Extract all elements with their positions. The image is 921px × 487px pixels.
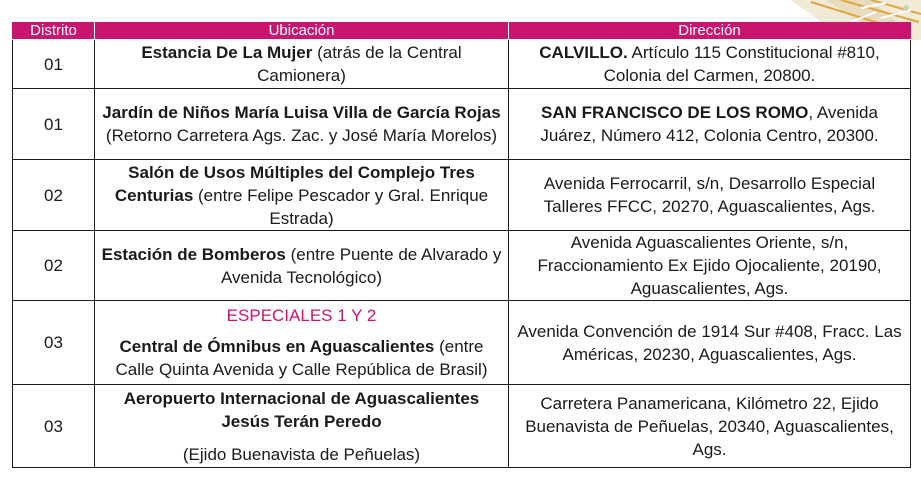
cell-direccion xyxy=(509,301,911,385)
cell-ubicacion xyxy=(95,160,509,231)
ubicacion-name: Central de Ómnibus en Aguascalientes xyxy=(119,337,435,356)
header-ubicacion: Ubicación xyxy=(95,22,509,40)
spacer xyxy=(101,433,502,443)
cell-distrito: 02 xyxy=(13,231,95,301)
header-direccion: Dirección xyxy=(509,22,911,40)
table-row xyxy=(13,385,911,468)
table-row xyxy=(13,89,911,160)
cell-distrito: 03 xyxy=(13,301,95,385)
cell-distrito: 01 xyxy=(13,89,95,160)
direccion-municipio: SAN FRANCISCO DE LOS ROMO xyxy=(541,103,809,122)
table-row xyxy=(13,231,911,301)
ubicacion-name: Estancia De La Mujer xyxy=(141,43,313,62)
ubicacion-detail: (Retorno Carretera Ags. Zac. y José María Morelos) xyxy=(105,126,498,145)
cell-ubicacion xyxy=(95,301,509,385)
cell-distrito: 02 xyxy=(13,160,95,231)
cell-distrito: 01 xyxy=(13,40,95,89)
cell-ubicacion xyxy=(95,40,509,89)
table-row xyxy=(13,160,911,231)
casillas-table xyxy=(12,22,911,468)
cell-distrito: 03 xyxy=(13,385,95,468)
especiales-label: ESPECIALES 1 Y 2 xyxy=(226,306,377,325)
direccion-detail: Avenida Ferrocarril, s/n, Desarrollo Especial Talleres FFCC, 20270, Aguascalientes, Ags. xyxy=(543,174,876,216)
cell-direccion xyxy=(509,89,911,160)
ubicacion-name: Estación de Bomberos xyxy=(101,244,286,264)
cell-ubicacion xyxy=(95,385,509,468)
ubicacion-detail: (atrás de la Central Camionera) xyxy=(257,43,462,85)
ubicacion-name: Aeropuerto Internacional de Aguascalientes Jesús Terán Peredo xyxy=(123,388,480,431)
direccion-detail: Carretera Panamericana, Kilómetro 22, Ejido Buenavista de Peñuelas, 20340, Aguascalientes, Ags. xyxy=(525,393,894,459)
table-row xyxy=(13,301,911,385)
header-distrito: Distrito xyxy=(13,22,95,40)
ubicacion-detail: (entre Puente de Alvarado y Avenida Tecnológico) xyxy=(221,244,502,287)
ubicacion-name: Jardín de Niños María Luisa Villa de García Rojas xyxy=(102,103,501,122)
cell-ubicacion xyxy=(95,89,509,160)
direccion-detail: , Avenida Juárez, Número 412, Colonia Centro, 20300. xyxy=(540,103,879,145)
cell-ubicacion xyxy=(95,231,509,301)
ubicacion-detail: (entre Felipe Pescador y Gral. Enrique Estrada) xyxy=(193,185,489,228)
table-row xyxy=(13,40,911,89)
ubicacion-detail: (Ejido Buenavista de Peñuelas) xyxy=(182,444,421,464)
direccion-detail: Artículo 115 Constitucional #810, Colonia del Carmen, 20800. xyxy=(603,43,880,85)
ubicacion-name: Salón de Usos Múltiples del Complejo Tres Centurias xyxy=(114,162,475,205)
direccion-detail: Avenida Convención de 1914 Sur #408, Fracc. Las Américas, 20230, Aguascalientes, Ags. xyxy=(517,321,902,364)
ubicacion-detail: (entre Calle Quinta Avenida y Calle República de Brasil) xyxy=(115,337,488,379)
cell-direccion xyxy=(509,40,911,89)
table-header-row xyxy=(13,22,911,40)
cell-direccion xyxy=(509,231,911,301)
direccion-detail: Avenida Aguascalientes Oriente, s/n, Fraccionamiento Ex Ejido Ojocaliente, 20190, Aguascalientes, Ags. xyxy=(537,233,882,298)
cell-direccion xyxy=(509,160,911,231)
cell-direccion xyxy=(509,385,911,468)
direccion-municipio: CALVILLO. xyxy=(539,43,628,62)
